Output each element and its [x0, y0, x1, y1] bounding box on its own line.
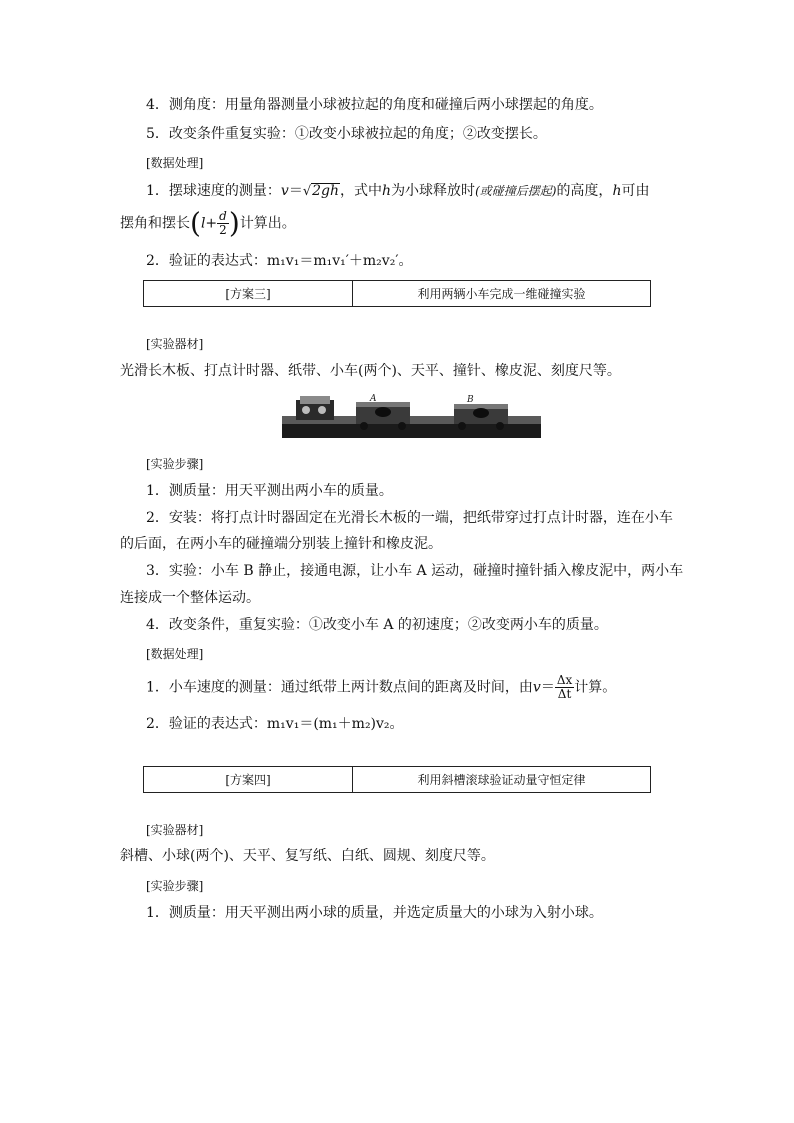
scheme-3-title: 利用两辆小车完成一维碰撞实验: [417, 287, 586, 301]
data-2-expression: 2．验证的表达式：m₁v₁＝m₁v₁′＋m₂v₂′。: [146, 253, 413, 269]
step-5-change-conditions: 5．改变条件重复实验：①改变小球被拉起的角度；②改变摆长。: [146, 126, 547, 142]
cart-b-label: B: [467, 395, 474, 405]
equipment-list-3: 光滑长木板、打点计时器、纸带、小车(两个)、天平、撞针、橡皮泥、刻度尺等。: [120, 363, 621, 379]
paren-note: (或碰撞后摆起): [475, 184, 557, 198]
equals: ＝: [540, 679, 555, 696]
text: 的高度，: [556, 183, 613, 199]
cart-a-label: A: [370, 394, 377, 404]
text: 摆角和摆长: [120, 215, 190, 232]
var-v: v: [532, 679, 541, 696]
plus: +: [205, 215, 218, 232]
timer-device: [296, 396, 334, 420]
cart-photo: [282, 392, 541, 438]
data-3-line-1: [146, 674, 706, 704]
equals: ＝: [288, 183, 303, 199]
sqrt-2gh: 2gh: [312, 183, 340, 199]
scheme-4-title: 利用斜槽滚球验证动量守恒定律: [417, 773, 586, 787]
section-header-data-processing-3: [数据处理]: [146, 647, 204, 661]
section-header-steps-4: [实验步骤]: [146, 879, 204, 893]
fraction-d-over-2: $\frac{d}{2}$: [219, 209, 227, 237]
step-3-experiment-b: 连接成一个整体运动。: [120, 590, 260, 606]
section-header-equipment: [实验器材]: [146, 337, 204, 351]
step-1-mass: 1．测质量：用天平测出两小车的质量。: [146, 483, 393, 499]
scheme-4-label: [方案四]: [144, 767, 353, 792]
text: 1．小车速度的测量：通过纸带上两计数点间的距离及时间，由: [146, 679, 533, 696]
var-h: h: [612, 183, 622, 199]
fraction-dx-dt: $\frac{\Delta x}{\Delta t}$: [556, 673, 573, 701]
data-1-line-2: 摆角和摆长(l+ $\frac{d}{2}$ )计算出。: [120, 206, 296, 240]
scheme-4-box: [143, 766, 651, 793]
text: ，式中: [340, 183, 383, 199]
text: 1．摆球速度的测量：: [146, 183, 281, 199]
data-1-line-1: 1．摆球速度的测量：v＝√2gh，式中h为小球释放时(或碰撞后摆起)的高度，h可由: [146, 183, 650, 199]
scheme-3-box: [143, 280, 651, 307]
section-header-equipment-4: [实验器材]: [146, 823, 204, 837]
data-3-expression: 2．验证的表达式：m₁v₁＝(m₁＋m₂)v₂。: [146, 716, 404, 732]
section-header-data-processing: [数据处理]: [146, 156, 204, 170]
var-h: h: [382, 183, 392, 199]
step-2-install-a: 2．安装：将打点计时器固定在光滑长木板的一端，把纸带穿过打点计时器，连在小车: [146, 510, 673, 526]
text: 计算出。: [239, 215, 296, 232]
step-4-measure-angle: 4．测角度：用量角器测量小球被拉起的角度和碰撞后两小球摆起的角度。: [146, 97, 603, 113]
var-l: l: [200, 215, 206, 232]
scheme-3-label: [方案三]: [144, 281, 353, 306]
text: 计算。: [574, 679, 617, 696]
step-4-repeat: 4．改变条件，重复实验：①改变小车 A 的初速度；②改变两小车的质量。: [146, 617, 608, 633]
equipment-list-4: 斜槽、小球(两个)、天平、复写纸、白纸、圆规、刻度尺等。: [120, 848, 495, 864]
var-v: v: [280, 183, 289, 199]
text: 为小球释放时: [391, 183, 476, 199]
step-2-install-b: 的后面，在两小车的碰撞端分别装上撞针和橡皮泥。: [120, 536, 442, 552]
step-1-mass-4: 1．测质量：用天平测出两小球的质量，并选定质量大的小球为入射小球。: [146, 905, 603, 921]
text: 可由: [621, 183, 650, 199]
section-header-steps: [实验步骤]: [146, 457, 204, 471]
step-3-experiment-a: 3．实验：小车 B 静止，接通电源，让小车 A 运动，碰撞时撞针插入橡皮泥中，两小车: [146, 563, 684, 579]
